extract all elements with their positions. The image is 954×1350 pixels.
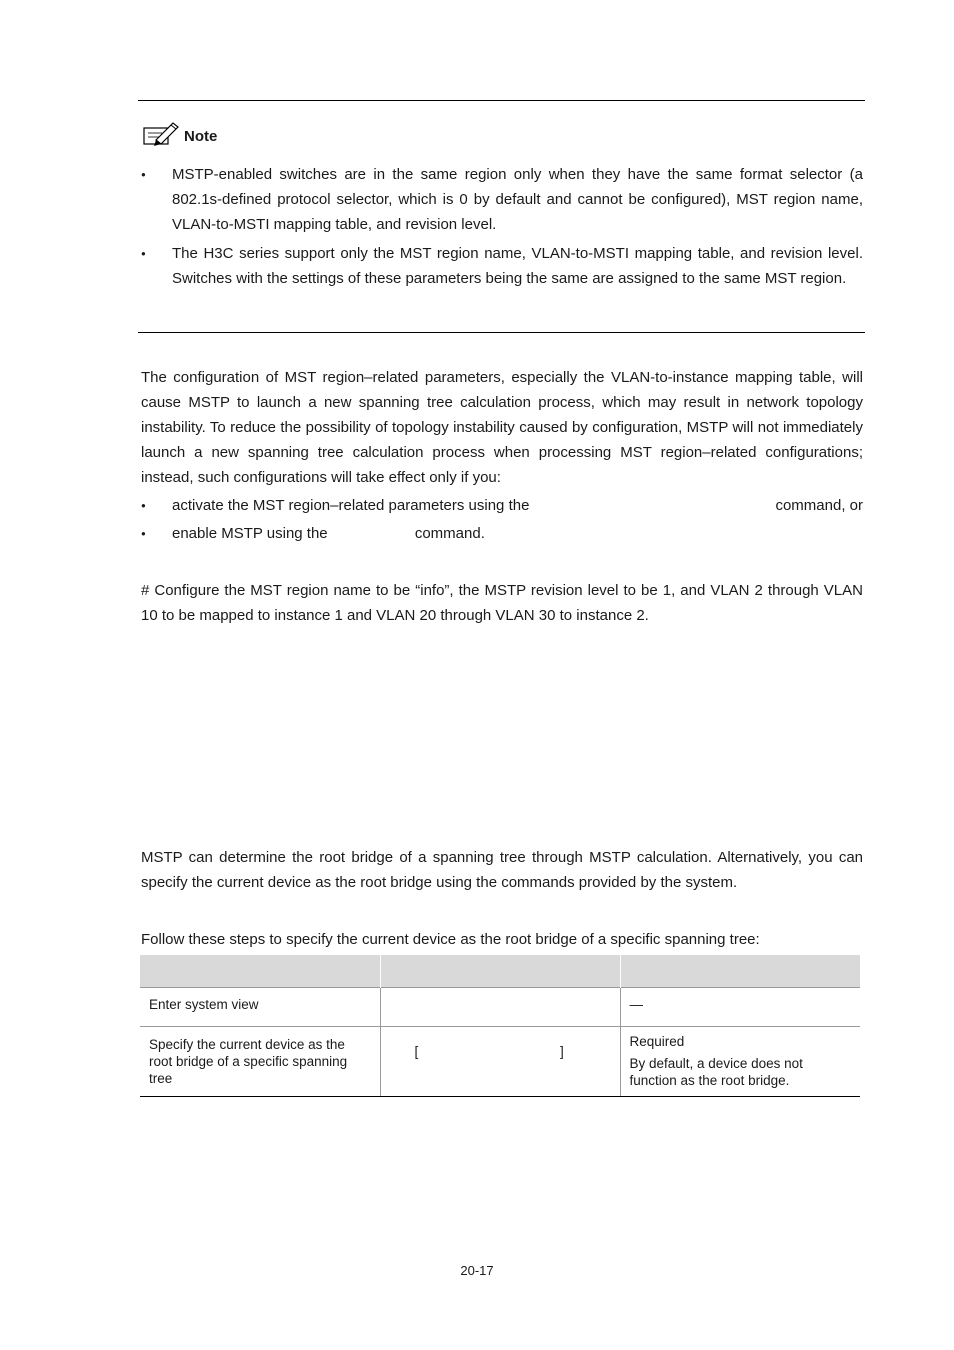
remarks-required: Required <box>629 1034 685 1049</box>
root-bridge-intro: MSTP can determine the root bridge of a spanning tree through MSTP calculation. Alternatively, you can specify the current device as the root bridge using the commands provided by the system. <box>141 849 863 891</box>
note-bullet-list <box>141 162 863 291</box>
table-header-row <box>140 955 860 988</box>
note-bullet: ● The H3C series support only the MST region name, VLAN-to-MSTI mapping table, and revision level. Switches with the settings of these parameters being the same are assigned to the same MST region. <box>141 241 863 291</box>
command-close-bracket: ] <box>560 1044 564 1059</box>
command-cell <box>380 1027 620 1097</box>
condition-enable-text: enable MSTP using the <box>172 525 328 542</box>
note-header <box>142 120 217 146</box>
condition-activate-text: ● activate the MST region–related parameters using the <box>172 497 530 514</box>
condition-item-activate <box>141 493 863 518</box>
table-row <box>140 988 860 1027</box>
table-header-cell <box>140 955 380 988</box>
page-number: 20-17 <box>460 1263 494 1278</box>
note-pencil-icon <box>142 120 180 146</box>
activation-conditions-list <box>141 493 863 546</box>
example-paragraph: # Configure the MST region name to be “info”, the MSTP revision level to be 1, and VLAN 2 through VLAN 10 to be mapped to instance 1 and VLAN 20 through VLAN 30 to instance 2. <box>141 582 863 624</box>
top-rule <box>138 100 865 101</box>
condition-enable-suffix: command. <box>414 525 485 542</box>
table-header-cell <box>620 955 860 988</box>
condition-activate-suffix: command, or <box>775 497 863 514</box>
step-cell: Specify the current device as the root bridge of a specific spanning tree <box>140 1027 380 1097</box>
step-cell: Enter system view <box>140 988 380 1027</box>
condition-item-enable <box>141 521 863 546</box>
remarks-default: By default, a device does not function as the root bridge. <box>629 1056 803 1088</box>
command-cell <box>380 988 620 1027</box>
steps-table <box>140 955 860 1097</box>
remarks-cell <box>620 1027 860 1097</box>
steps-intro: Follow these steps to specify the current device as the root bridge of a specific spanning tree: <box>141 931 760 948</box>
table-row <box>140 1027 860 1097</box>
note-bullet: ● MSTP-enabled switches are in the same region only when they have the same format selector (a 802.1s-defined protocol selector, which is 0 by default and cannot be configured), MST region name, VLAN-to-MSTI mapping table, and revision level. <box>141 162 863 237</box>
command-open-bracket: [ <box>414 1044 419 1059</box>
remarks-cell: — <box>620 988 860 1027</box>
note-bottom-rule <box>138 332 865 333</box>
note-label: Note <box>184 128 218 145</box>
table-header-cell <box>380 955 620 988</box>
region-config-paragraph: The configuration of MST region–related parameters, especially the VLAN-to-instance mapping table, will cause MSTP to launch a new spanning tree calculation process, which may result in network topology instability. To reduce the possibility of topology instability caused by configuration, MSTP will not immediately launch a new spanning tree calculation process when processing MST region–related configurations; instead, such configurations will take effect only if you: <box>141 369 863 486</box>
